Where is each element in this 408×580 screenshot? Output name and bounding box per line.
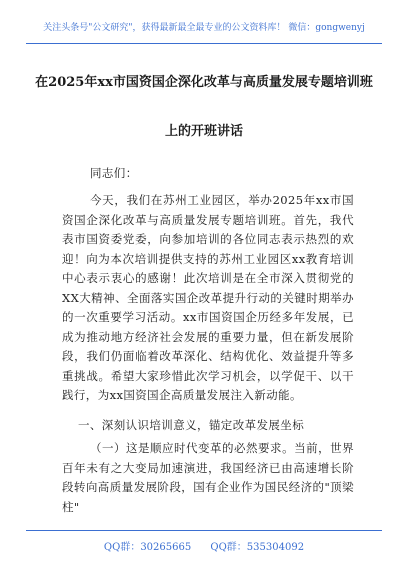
section-heading: 一、深刻认识培训意义，锚定改革发展坐标 — [78, 418, 305, 432]
qq-group-2: QQ群：535304092 — [210, 542, 305, 553]
footer-divider — [26, 530, 382, 531]
footer — [0, 538, 408, 553]
header-banner: 关注头条号"公文研究"，获得最新最全最专业的公文资料库！ 微信：gongwenyj — [43, 23, 365, 33]
header-divider — [26, 43, 382, 44]
body-paragraph: 今天，我们在苏州工业园区，举办2025年xx市国资国企深化改革与高质量发展专题培训班。首先，我代表市国资委党委，向参加培训的各位同志表示热烈的欢迎！向为本次培训提供支持的苏州工业园区xx教育培训中心表示衷心的感谢！此次培训是在全市深入贯彻党的XX大精神、全面落实国企改革提升行动的关键时期举办的一次重要学习活动。xx市国资国企历经多年发展，已成为推动地方经济社会发展的重要力量，但在新发展阶段，我们仍面临着改革深化、结构优化、效益提升等多重挑战。希望大家珍惜此次学习机会，以学促干、以干践行，为xx国资国企高质量发展注入新动能。 — [62, 193, 354, 402]
document-title-continued: 上的开班讲话 — [164, 124, 243, 139]
body-paragraph: （一）这是顺应时代变革的必然要求。当前，世界百年未有之大变局加速演进，我国经济已由高速增长阶段转向高质量发展阶段，国有企业作为国民经济的"顶梁柱" — [62, 441, 354, 514]
document-title: 在2025年xx市国资国企深化改革与高质量发展专题培训班 — [35, 75, 373, 90]
qq-group-1: QQ群：30265665 — [103, 542, 192, 553]
salutation: 同志们： — [90, 166, 138, 180]
